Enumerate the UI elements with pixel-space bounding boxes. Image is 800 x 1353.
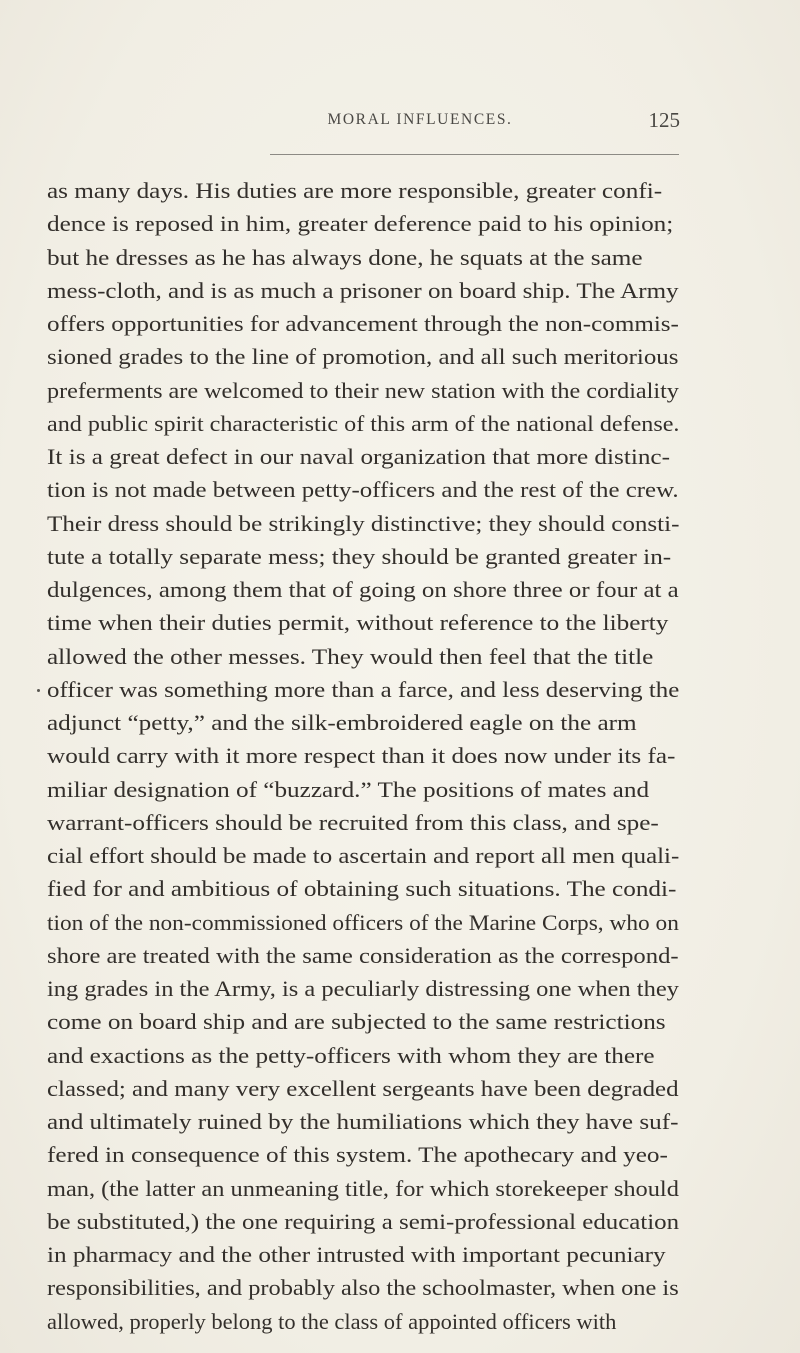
text-line: and public spirit characteristic of this arm of the national defense. [47, 410, 680, 436]
text-line: Their dress should be strikingly distinctive; they should consti- [47, 510, 680, 536]
text-line: It is a great defect in our naval organization that more distinc- [47, 444, 671, 469]
page-number: 125 [648, 108, 680, 132]
margin-mark [37, 689, 40, 692]
text-line: tute a totally separate mess; they should be granted greater in- [47, 543, 672, 569]
text-line: and exactions as the petty-officers with whom they are there [47, 1042, 655, 1068]
header-rule [270, 154, 679, 155]
text-line: would carry with it more respect than it does now under its fa- [47, 743, 676, 769]
text-line: allowed the other messes. They would then feel that the title [47, 643, 654, 669]
text-line: tion of the non-commissioned officers of the Marine Corps, who on [47, 909, 679, 935]
text-line: adjunct “petty,” and the silk-embroidered eagle on the arm [47, 710, 637, 735]
text-line: but he dresses as he has always done, he squats at the same [47, 244, 643, 270]
text-line: offers opportunities for advancement through the non-commis- [47, 311, 679, 336]
text-line: shore are treated with the same consideration as the correspond- [47, 942, 679, 968]
running-head: MORAL INFLUENCES. [327, 111, 513, 128]
text-line: fered in consequence of this system. The apothecary and yeo- [47, 1142, 668, 1168]
text-line: classed; and many very excellent sergeants have been degraded [47, 1075, 679, 1101]
text-line: dence is reposed in him, greater deference paid to his opinion; [47, 211, 674, 237]
text-line: in pharmacy and the other intrusted with important pecuniary [47, 1242, 666, 1267]
text-line: miliar designation of “buzzard.” The positions of mates and [47, 776, 650, 802]
text-line: warrant-officers should be recruited from this class, and spe- [47, 809, 659, 835]
text-line: dulgences, among them that of going on shore three or four at a [47, 577, 679, 602]
text-line: officer was something more than a farce, and less deserving the [47, 676, 680, 702]
text-line: sioned grades to the line of promotion, and all such meritorious [47, 344, 679, 370]
text-line: man, (the latter an unmeaning title, for which storekeeper should [47, 1175, 679, 1201]
text-line: allowed, properly belong to the class of appointed officers with [47, 1308, 617, 1334]
text-line: fied for and ambitious of obtaining such situations. The condi- [47, 876, 677, 902]
text-line: come on board ship and are subjected to the same restrictions [47, 1009, 666, 1035]
text-line: preferments are welcomed to their new station with the cordiality [47, 377, 679, 403]
text-line: responsibilities, and probably also the schoolmaster, when one is [47, 1275, 679, 1301]
text-line: cial effort should be made to ascertain and report all men quali- [47, 843, 680, 868]
page-header [160, 108, 680, 141]
text-line: as many days. His duties are more responsible, greater confi- [47, 178, 663, 203]
text-line: ing grades in the Army, is a peculiarly distressing one when they [47, 976, 679, 1001]
text-line: mess-cloth, and is as much a prisoner on board ship. The Army [47, 277, 679, 303]
text-line: tion is not made between petty-officers and the rest of the crew. [47, 477, 679, 503]
text-line: be substituted,) the one requiring a semi-professional education [47, 1208, 680, 1234]
text-line: time when their duties permit, without reference to the liberty [47, 610, 669, 636]
text-line: and ultimately ruined by the humiliations which they have suf- [47, 1109, 679, 1134]
